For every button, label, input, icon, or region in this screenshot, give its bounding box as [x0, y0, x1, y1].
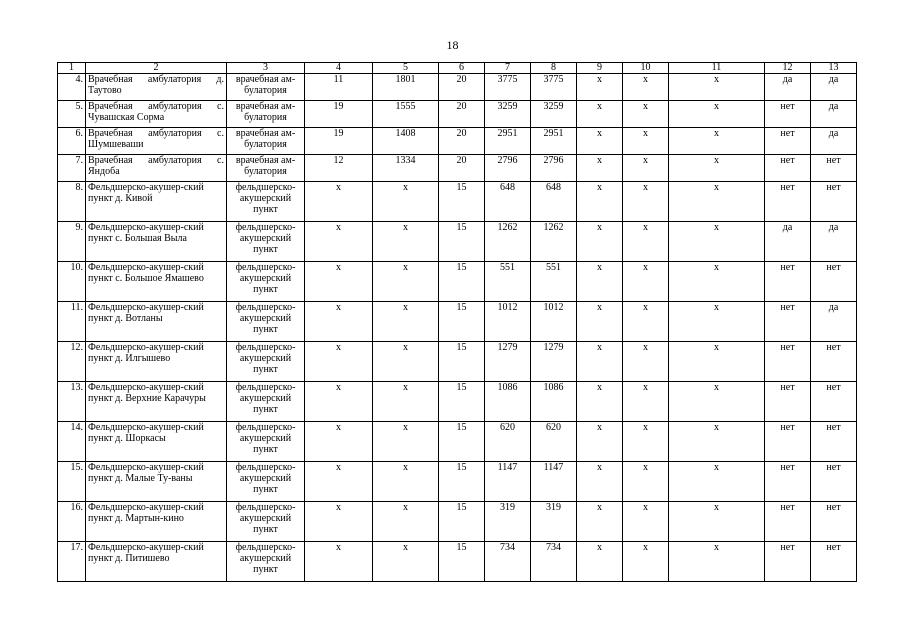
value-cell: нет — [765, 342, 811, 382]
value-cell: да — [811, 128, 857, 155]
row-number-cell: 8. — [58, 182, 86, 222]
facilities-table — [57, 62, 857, 582]
facility-name-cell: Врачебная амбулатория с. Шумшеваши — [86, 128, 227, 155]
facility-type-cell: врачебная ам-булатория — [227, 101, 305, 128]
value-cell: х — [305, 422, 373, 462]
value-cell: 1279 — [485, 342, 531, 382]
value-cell: х — [623, 222, 669, 262]
value-cell: 620 — [531, 422, 577, 462]
row-number-cell: 4. — [58, 74, 86, 101]
value-cell: 20 — [439, 101, 485, 128]
value-cell: 3775 — [485, 74, 531, 101]
row-number-cell: 5. — [58, 101, 86, 128]
value-cell: х — [577, 128, 623, 155]
value-cell: 1262 — [485, 222, 531, 262]
value-cell: х — [373, 542, 439, 582]
value-cell: нет — [765, 462, 811, 502]
facility-name-cell: Фельдшерско-акушер-ский пункт д. Верхние Карачуры — [86, 382, 227, 422]
table-row — [58, 382, 857, 422]
facility-name-cell: Фельдшерско-акушер-ский пункт д. Шоркасы — [86, 422, 227, 462]
value-cell: х — [305, 222, 373, 262]
value-cell: х — [577, 222, 623, 262]
column-number-header: 10 — [623, 63, 669, 74]
column-number-header: 5 — [373, 63, 439, 74]
table-row — [58, 222, 857, 262]
value-cell: х — [577, 542, 623, 582]
value-cell: х — [623, 74, 669, 101]
facility-name-cell: Фельдшерско-акушер-ский пункт с. Большое Ямашево — [86, 262, 227, 302]
value-cell: х — [577, 462, 623, 502]
value-cell: да — [765, 222, 811, 262]
facility-name-cell: Фельдшерско-акушер-ский пункт д. Малые Ту-ваны — [86, 462, 227, 502]
value-cell: 20 — [439, 74, 485, 101]
value-cell: х — [577, 502, 623, 542]
value-cell: х — [623, 342, 669, 382]
value-cell: нет — [765, 302, 811, 342]
value-cell: нет — [765, 382, 811, 422]
value-cell: нет — [811, 462, 857, 502]
value-cell: 3259 — [531, 101, 577, 128]
value-cell: х — [577, 342, 623, 382]
value-cell: х — [669, 222, 765, 262]
facility-type-cell: врачебная ам-булатория — [227, 128, 305, 155]
facility-type-cell: врачебная ам-булатория — [227, 74, 305, 101]
value-cell: х — [373, 182, 439, 222]
value-cell: х — [669, 155, 765, 182]
table-row — [58, 155, 857, 182]
value-cell: х — [305, 302, 373, 342]
value-cell: нет — [811, 262, 857, 302]
value-cell: нет — [811, 342, 857, 382]
column-number-header: 2 — [86, 63, 227, 74]
value-cell: х — [623, 155, 669, 182]
value-cell: 319 — [485, 502, 531, 542]
table-row — [58, 128, 857, 155]
column-number-header: 3 — [227, 63, 305, 74]
value-cell: х — [669, 382, 765, 422]
column-number-header: 12 — [765, 63, 811, 74]
column-number-header: 7 — [485, 63, 531, 74]
value-cell: 20 — [439, 155, 485, 182]
value-cell: х — [623, 422, 669, 462]
column-number-header: 4 — [305, 63, 373, 74]
value-cell: х — [623, 382, 669, 422]
facility-type-cell: фельдшерско-акушерский пункт — [227, 462, 305, 502]
column-number-header: 8 — [531, 63, 577, 74]
value-cell: х — [577, 101, 623, 128]
row-number-cell: 7. — [58, 155, 86, 182]
value-cell: 15 — [439, 382, 485, 422]
value-cell: 15 — [439, 222, 485, 262]
facility-type-cell: фельдшерско-акушерский пункт — [227, 342, 305, 382]
table-row — [58, 302, 857, 342]
value-cell: 15 — [439, 342, 485, 382]
value-cell: х — [669, 462, 765, 502]
value-cell: х — [577, 182, 623, 222]
value-cell: нет — [765, 422, 811, 462]
facility-name-cell: Фельдшерско-акушер-ский пункт д. Питишево — [86, 542, 227, 582]
value-cell: 2796 — [531, 155, 577, 182]
value-cell: 1408 — [373, 128, 439, 155]
value-cell: 1012 — [531, 302, 577, 342]
table-row — [58, 182, 857, 222]
value-cell: 648 — [485, 182, 531, 222]
value-cell: 3259 — [485, 101, 531, 128]
value-cell: х — [669, 262, 765, 302]
value-cell: нет — [765, 262, 811, 302]
table-row — [58, 502, 857, 542]
table-row — [58, 342, 857, 382]
value-cell: нет — [811, 502, 857, 542]
row-number-cell: 15. — [58, 462, 86, 502]
facility-type-cell: фельдшерско-акушерский пункт — [227, 422, 305, 462]
value-cell: нет — [765, 182, 811, 222]
value-cell: 15 — [439, 502, 485, 542]
table-row — [58, 542, 857, 582]
value-cell: х — [577, 74, 623, 101]
facility-type-cell: фельдшерско-акушерский пункт — [227, 222, 305, 262]
value-cell: х — [305, 542, 373, 582]
value-cell: х — [669, 182, 765, 222]
value-cell: 620 — [485, 422, 531, 462]
value-cell: 1801 — [373, 74, 439, 101]
value-cell: да — [811, 74, 857, 101]
value-cell: х — [577, 302, 623, 342]
value-cell: х — [669, 302, 765, 342]
value-cell: х — [669, 74, 765, 101]
value-cell: х — [305, 462, 373, 502]
facility-type-cell: фельдшерско-акушерский пункт — [227, 182, 305, 222]
value-cell: 734 — [531, 542, 577, 582]
value-cell: 648 — [531, 182, 577, 222]
value-cell: х — [623, 128, 669, 155]
value-cell: нет — [811, 155, 857, 182]
value-cell: 1012 — [485, 302, 531, 342]
value-cell: 1086 — [485, 382, 531, 422]
value-cell: х — [373, 342, 439, 382]
value-cell: х — [669, 342, 765, 382]
value-cell: нет — [765, 502, 811, 542]
value-cell: 1262 — [531, 222, 577, 262]
value-cell: 1555 — [373, 101, 439, 128]
column-number-header: 6 — [439, 63, 485, 74]
value-cell: х — [577, 262, 623, 302]
value-cell: х — [305, 382, 373, 422]
value-cell: да — [811, 101, 857, 128]
value-cell: 319 — [531, 502, 577, 542]
table-row — [58, 422, 857, 462]
value-cell: 1147 — [531, 462, 577, 502]
value-cell: 19 — [305, 101, 373, 128]
value-cell: х — [669, 502, 765, 542]
value-cell: х — [623, 462, 669, 502]
value-cell: да — [765, 74, 811, 101]
value-cell: 2951 — [485, 128, 531, 155]
value-cell: да — [811, 222, 857, 262]
value-cell: нет — [765, 128, 811, 155]
value-cell: х — [305, 502, 373, 542]
facility-type-cell: фельдшерско-акушерский пункт — [227, 262, 305, 302]
value-cell: 15 — [439, 462, 485, 502]
facility-name-cell: Врачебная амбулатория с. Яндоба — [86, 155, 227, 182]
value-cell: нет — [765, 101, 811, 128]
value-cell: х — [623, 302, 669, 342]
value-cell: х — [623, 262, 669, 302]
table-row — [58, 74, 857, 101]
value-cell: 734 — [485, 542, 531, 582]
facility-type-cell: фельдшерско-акушерский пункт — [227, 542, 305, 582]
value-cell: 20 — [439, 128, 485, 155]
value-cell: х — [577, 422, 623, 462]
page-number: 18 — [446, 38, 459, 52]
facility-type-cell: врачебная ам-булатория — [227, 155, 305, 182]
column-number-header: 1 — [58, 63, 86, 74]
row-number-cell: 9. — [58, 222, 86, 262]
facility-name-cell: Врачебная амбулатория д. Таутово — [86, 74, 227, 101]
value-cell: х — [623, 502, 669, 542]
value-cell: нет — [765, 542, 811, 582]
value-cell: нет — [765, 155, 811, 182]
value-cell: х — [373, 422, 439, 462]
value-cell: х — [669, 422, 765, 462]
value-cell: 2796 — [485, 155, 531, 182]
value-cell: х — [577, 155, 623, 182]
row-number-cell: 12. — [58, 342, 86, 382]
value-cell: 15 — [439, 542, 485, 582]
value-cell: х — [305, 182, 373, 222]
value-cell: нет — [811, 182, 857, 222]
value-cell: х — [373, 262, 439, 302]
value-cell: х — [623, 101, 669, 128]
row-number-cell: 11. — [58, 302, 86, 342]
value-cell: х — [373, 222, 439, 262]
value-cell: 3775 — [531, 74, 577, 101]
table-row — [58, 101, 857, 128]
row-number-cell: 6. — [58, 128, 86, 155]
table-header-row — [58, 63, 857, 74]
value-cell: х — [373, 462, 439, 502]
facility-type-cell: фельдшерско-акушерский пункт — [227, 382, 305, 422]
value-cell: 2951 — [531, 128, 577, 155]
value-cell: 19 — [305, 128, 373, 155]
column-number-header: 13 — [811, 63, 857, 74]
facility-name-cell: Фельдшерско-акушер-ский пункт с. Большая Выла — [86, 222, 227, 262]
value-cell: х — [373, 502, 439, 542]
value-cell: 1086 — [531, 382, 577, 422]
facility-type-cell: фельдшерско-акушерский пункт — [227, 302, 305, 342]
value-cell: х — [577, 382, 623, 422]
facility-name-cell: Врачебная амбулатория с. Чувашская Сорма — [86, 101, 227, 128]
value-cell: 1147 — [485, 462, 531, 502]
row-number-cell: 14. — [58, 422, 86, 462]
value-cell: нет — [811, 422, 857, 462]
row-number-cell: 17. — [58, 542, 86, 582]
value-cell: 551 — [531, 262, 577, 302]
value-cell: х — [373, 382, 439, 422]
table-row — [58, 462, 857, 502]
value-cell: 1334 — [373, 155, 439, 182]
row-number-cell: 13. — [58, 382, 86, 422]
value-cell: х — [669, 128, 765, 155]
value-cell: х — [305, 342, 373, 382]
value-cell: 1279 — [531, 342, 577, 382]
value-cell: х — [623, 182, 669, 222]
value-cell: 11 — [305, 74, 373, 101]
value-cell: х — [669, 101, 765, 128]
value-cell: 15 — [439, 302, 485, 342]
value-cell: 12 — [305, 155, 373, 182]
row-number-cell: 16. — [58, 502, 86, 542]
table-row — [58, 262, 857, 302]
column-number-header: 11 — [669, 63, 765, 74]
value-cell: 551 — [485, 262, 531, 302]
value-cell: да — [811, 302, 857, 342]
value-cell: х — [305, 262, 373, 302]
value-cell: х — [669, 542, 765, 582]
value-cell: 15 — [439, 262, 485, 302]
value-cell: 15 — [439, 422, 485, 462]
facility-name-cell: Фельдшерско-акушер-ский пункт д. Илгышево — [86, 342, 227, 382]
value-cell: 15 — [439, 182, 485, 222]
value-cell: х — [373, 302, 439, 342]
facility-name-cell: Фельдшерско-акушер-ский пункт д. Кивой — [86, 182, 227, 222]
column-number-header: 9 — [577, 63, 623, 74]
facility-name-cell: Фельдшерско-акушер-ский пункт д. Мартын-кино — [86, 502, 227, 542]
value-cell: х — [623, 542, 669, 582]
value-cell: нет — [811, 542, 857, 582]
facility-type-cell: фельдшерско-акушерский пункт — [227, 502, 305, 542]
value-cell: нет — [811, 382, 857, 422]
row-number-cell: 10. — [58, 262, 86, 302]
facility-name-cell: Фельдшерско-акушер-ский пункт д. Вотланы — [86, 302, 227, 342]
